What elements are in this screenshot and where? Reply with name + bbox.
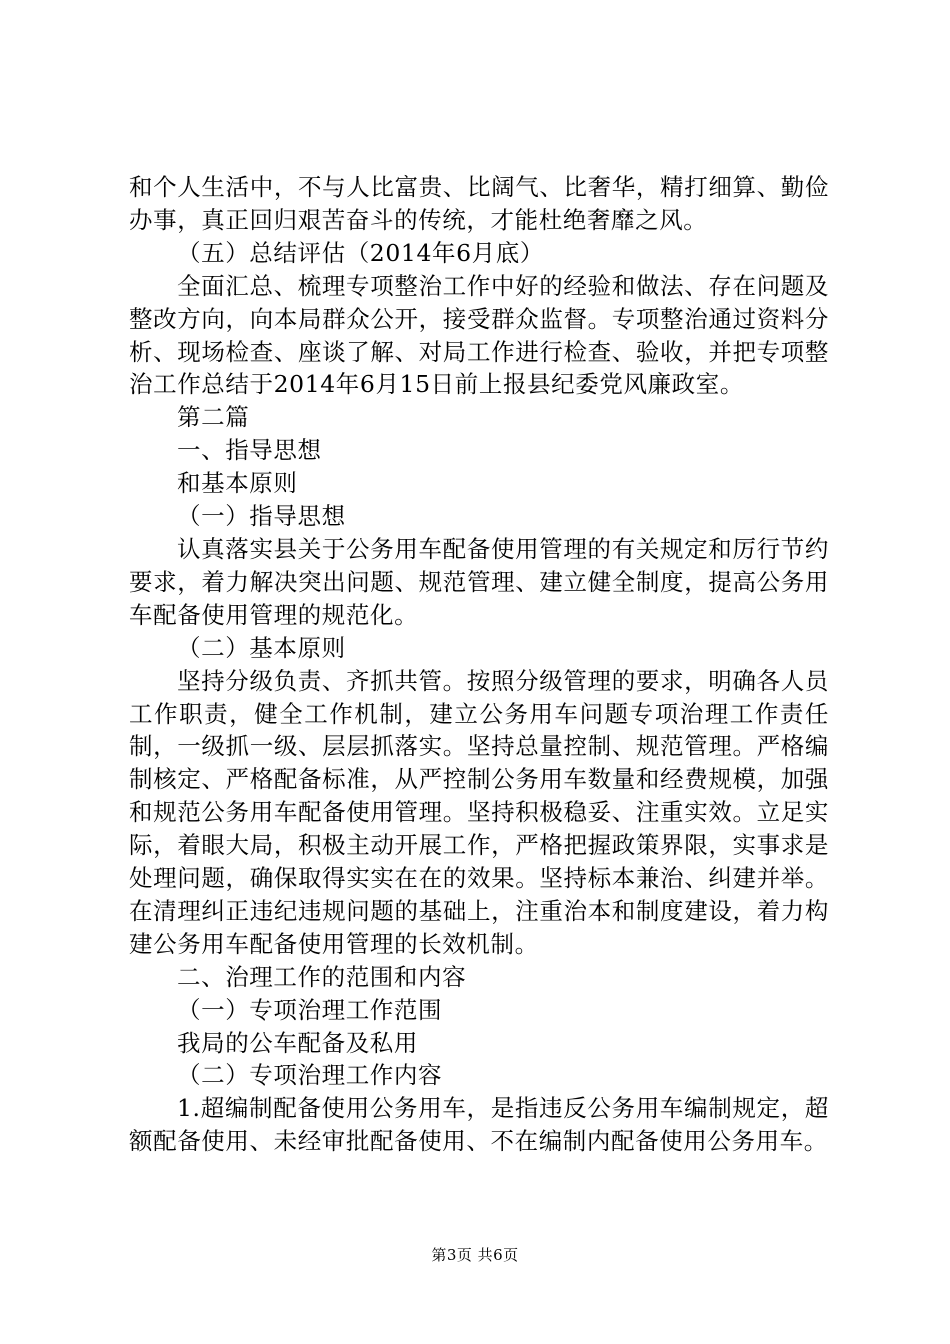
subsection-heading: （一）专项治理工作范围 xyxy=(177,995,443,1024)
section-heading: 一、指导思想 xyxy=(177,436,322,465)
subsection-heading: （一）指导思想 xyxy=(177,502,346,531)
document-body xyxy=(129,171,829,1158)
part-heading: 第二篇 xyxy=(177,403,250,432)
paragraph: 坚持分级负责、齐抓共管。按照分级管理的要求，明确各人员工作职责，健全工作机制，建立公务用车问题专项治理工作责任制，一级抓一级、层层抓落实。坚持总量控制、规范管理。严格编制核定、严格配备标准，从严控制公务用车数量和经费规模，加强和规范公务用车配备使用管理。坚持积极稳妥、注重实效。立足实际，着眼大局，积极主动开展工作，严格把握政策界限，实事求是处理问题，确保取得实实在在的效果。坚持标本兼治、纠建并举。在清理纠正违纪违规问题的基础上，注重治本和制度建设，着力构建公务用车配备使用管理的长效机制。 xyxy=(129,666,829,958)
paragraph: 和个人生活中，不与人比富贵、比阔气、比奢华，精打细算、勤俭办事，真正回归艰苦奋斗的传统，才能杜绝奢靡之风。 xyxy=(129,173,829,234)
subsection-heading: （二）基本原则 xyxy=(177,633,346,662)
subsection-heading: （二）专项治理工作内容 xyxy=(177,1061,443,1090)
paragraph: 我局的公车配备及私用 xyxy=(177,1028,418,1057)
section-heading: （五）总结评估（2014年6月底） xyxy=(177,238,544,267)
paragraph: 认真落实县关于公务用车配备使用管理的有关规定和厉行节约要求，着力解决突出问题、规范管理、建立健全制度，提高公务用车配备使用管理的规范化。 xyxy=(129,534,829,629)
page-footer xyxy=(0,1244,950,1265)
paragraph: 全面汇总、梳理专项整治工作中好的经验和做法、存在问题及整改方向，向本局群众公开，接受群众监督。专项整治通过资料分析、现场检查、座谈了解、对局工作进行检查、验收，并把专项整治工作总结于2014年6月15日前上报县纪委党风廉政室。 xyxy=(129,271,829,399)
paragraph: 1.超编制配备使用公务用车，是指违反公务用车编制规定，超额配备使用、未经审批配备使用、不在编制内配备使用公务用车。 xyxy=(129,1094,829,1156)
page-number-label: 第3页 共6页 xyxy=(431,1246,519,1264)
section-heading-continued: 和基本原则 xyxy=(177,469,298,498)
section-heading: 二、治理工作的范围和内容 xyxy=(177,962,467,991)
